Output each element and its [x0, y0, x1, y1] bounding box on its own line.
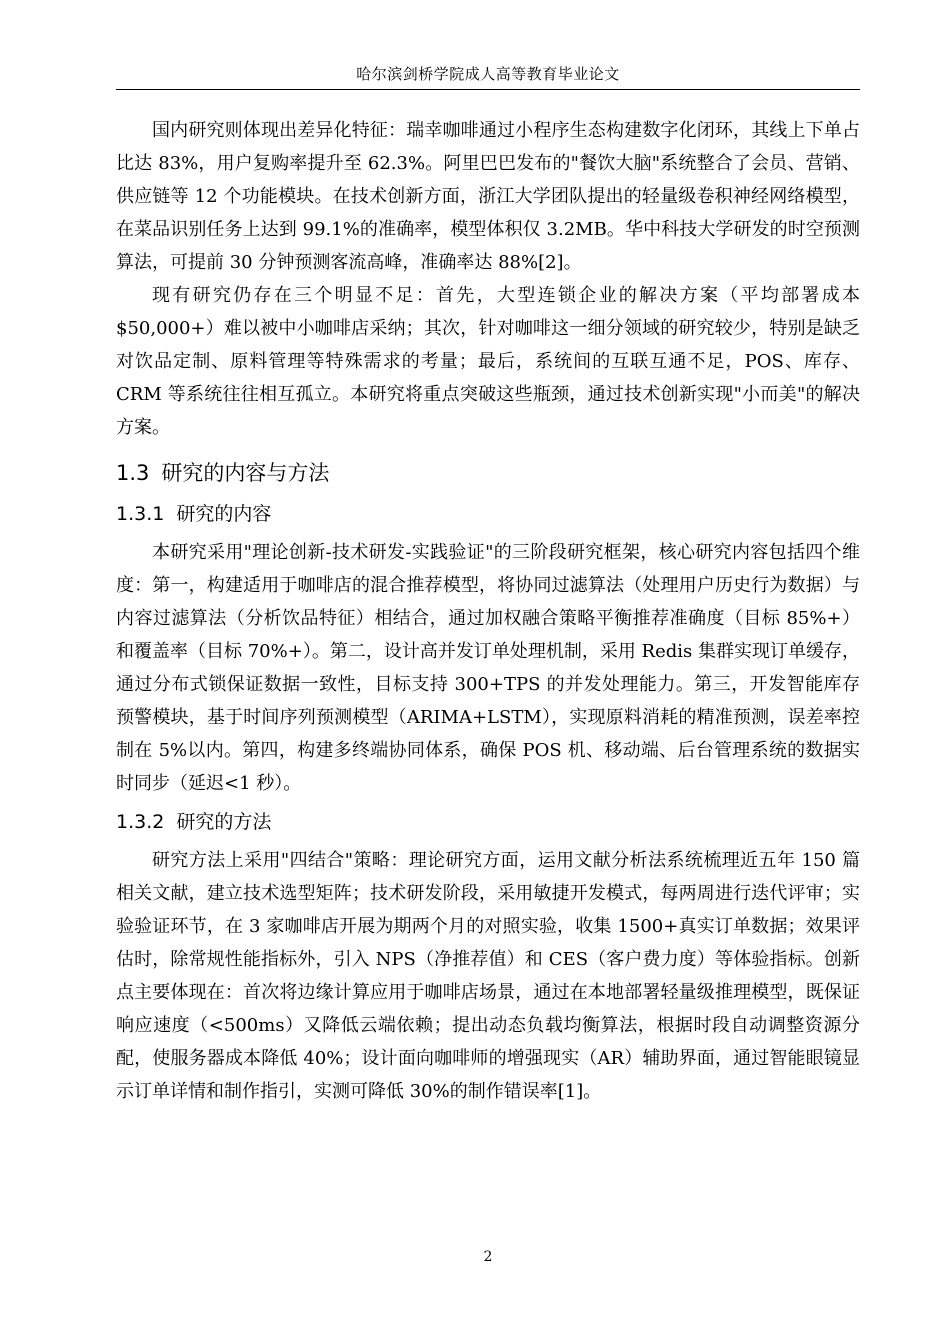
- section-title: 研究的内容与方法: [161, 461, 330, 485]
- page-body: [116, 114, 860, 1108]
- subsection-title: 研究的方法: [176, 811, 272, 833]
- paragraph-domestic-research: 国内研究则体现出差异化特征：瑞幸咖啡通过小程序生态构建数字化闭环，其线上下单占比达 83%，用户复购率提升至 62.3%。阿里巴巴发布的"餐饮大脑"系统整合了会员、营销、供应链等 12 个功能模块。在技术创新方面，浙江大学团队提出的轻量级卷积神经网络模型，在菜品识别任务上达到 99.1%的准确率，模型体积仅 3.2MB。华中科技大学研发的时空预测算法，可提前 30 分钟预测客流高峰，准确率达 88%[2]。: [116, 120, 860, 273]
- subsection-heading-1-3-1: [116, 498, 860, 530]
- subsection-number: 1.3.1: [116, 503, 165, 525]
- paragraph-research-methods: 研究方法上采用"四结合"策略：理论研究方面，运用文献分析法系统梳理近五年 150 篇相关文献，建立技术选型矩阵；技术研发阶段，采用敏捷开发模式，每两周进行迭代评审；实验验证环节，在 3 家咖啡店开展为期两个月的对照实验，收集 1500+真实订单数据；效果评估时，除常规性能指标外，引入 NPS（净推荐值）和 CES（客户费力度）等体验指标。创新点主要体现在：首次将边缘计算应用于咖啡店场景，通过在本地部署轻量级推理模型，既保证响应速度（<500ms）又降低云端依赖；提出动态负载均衡算法，根据时段自动调整资源分配，使服务器成本降低 40%；设计面向咖啡师的增强现实（AR）辅助界面，通过智能眼镜显示订单详情和制作指引，实测可降低 30%的制作错误率[1]。: [116, 850, 860, 1102]
- paragraph-research-content: 本研究采用"理论创新-技术研发-实践验证"的三阶段研究框架，核心研究内容包括四个维度：第一，构建适用于咖啡店的混合推荐模型，将协同过滤算法（处理用户历史行为数据）与内容过滤算法（分析饮品特征）相结合，通过加权融合策略平衡推荐准确度（目标 85%+）和覆盖率（目标 70%+）。第二，设计高并发订单处理机制，采用 Redis 集群实现订单缓存，通过分布式锁保证数据一致性，目标支持 300+TPS 的并发处理能力。第三，开发智能库存预警模块，基于时间序列预测模型（ARIMA+LSTM），实现原料消耗的精准预测，误差率控制在 5%以内。第四，构建多终端协同体系，确保 POS 机、移动端、后台管理系统的数据实时同步（延迟<1 秒）。: [116, 542, 860, 794]
- subsection-title: 研究的内容: [176, 503, 272, 525]
- section-number: 1.3: [116, 461, 150, 485]
- subsection-number: 1.3.2: [116, 811, 165, 833]
- header-rule: [116, 89, 860, 90]
- running-header: 哈尔滨剑桥学院成人高等教育毕业论文: [356, 65, 620, 83]
- subsection-heading-1-3-2: [116, 806, 860, 838]
- page-number: 2: [483, 1249, 493, 1265]
- paragraph-research-gaps: 现有研究仍存在三个明显不足：首先，大型连锁企业的解决方案（平均部署成本$50,000+）难以被中小咖啡店采纳；其次，针对咖啡这一细分领域的研究较少，特别是缺乏对饮品定制、原料管理等特殊需求的考量；最后，系统间的互联互通不足，POS、库存、CRM 等系统往往相互孤立。本研究将重点突破这些瓶颈，通过技术创新实现"小而美"的解决方案。: [116, 285, 860, 438]
- section-heading-1-3: [116, 456, 860, 490]
